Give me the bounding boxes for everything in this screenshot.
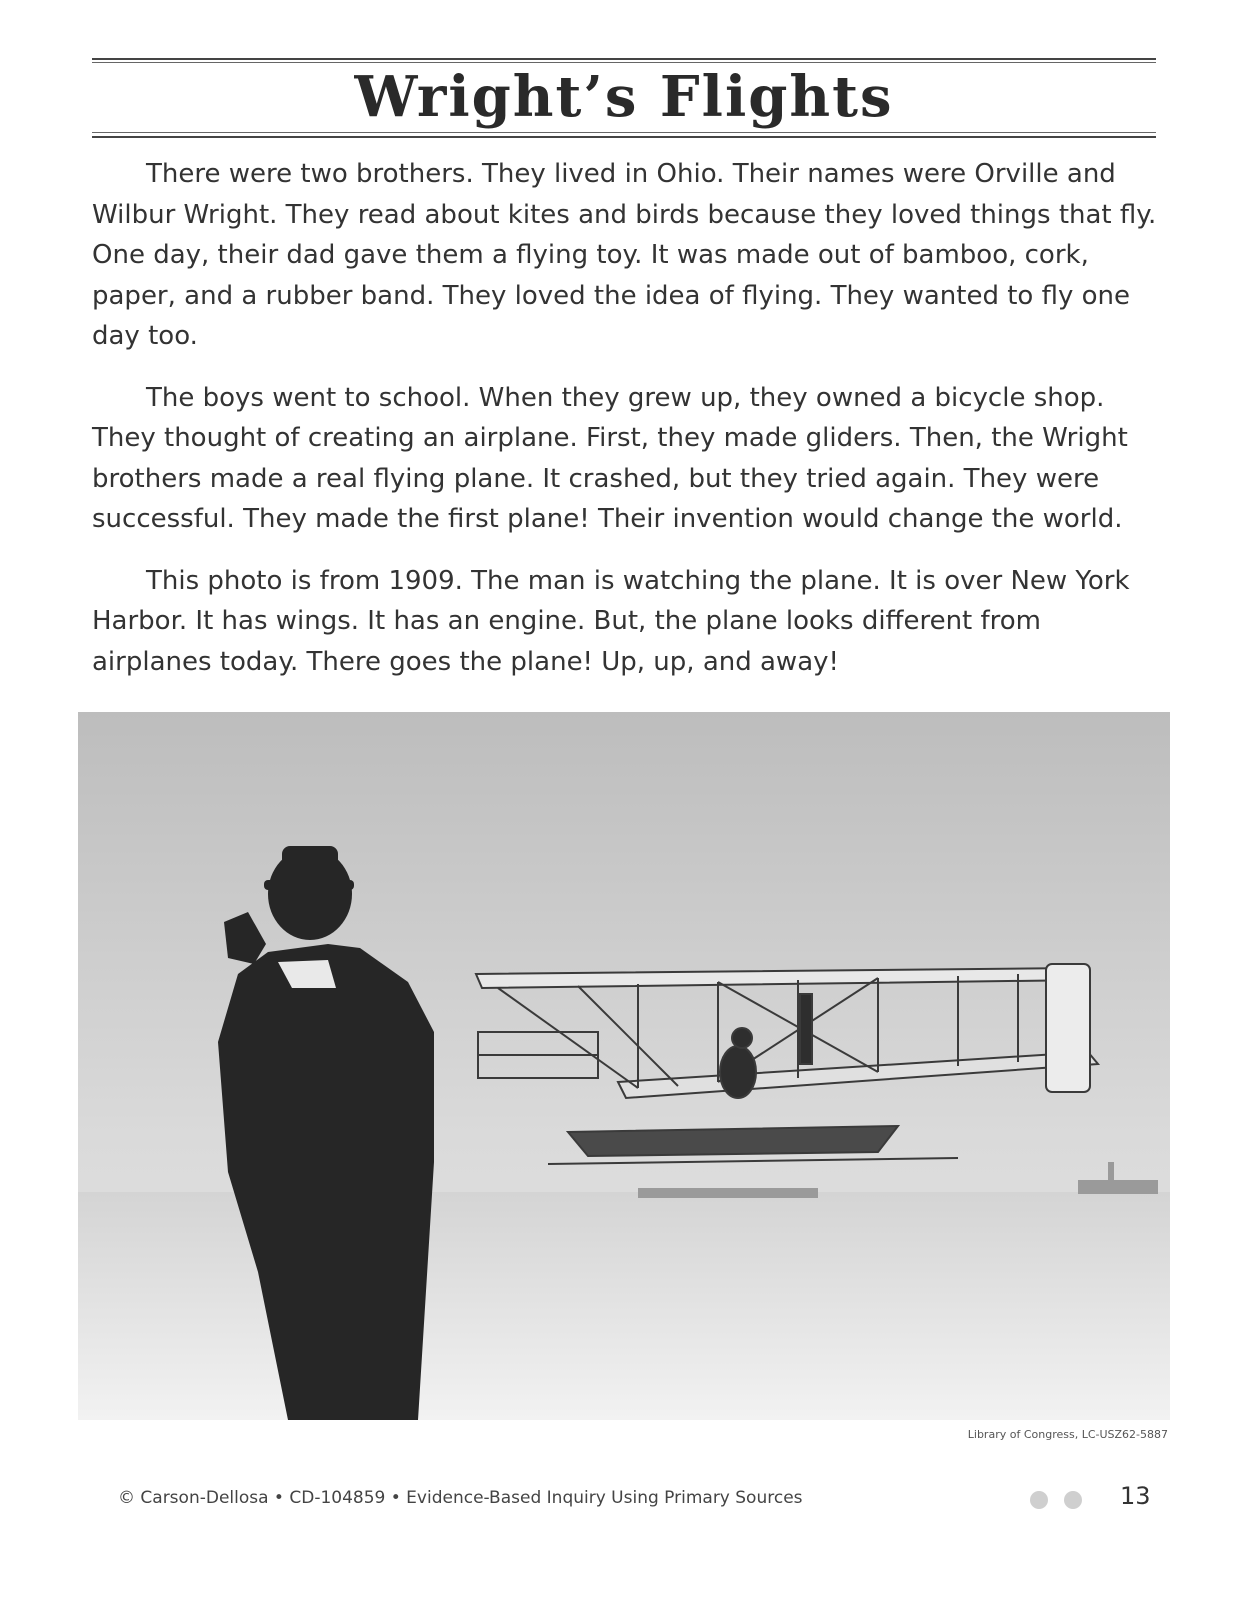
paragraph-3: This photo is from 1909. The man is watching the plane. It is over New York Harbor. It has wings. It has an engine. But, the plane looks different from airplanes today. There goes the plane! Up, up, and away!	[92, 565, 1130, 677]
footer-dot-icon	[1030, 1491, 1048, 1509]
body-text	[92, 154, 1158, 703]
title-top-rule	[92, 58, 1156, 60]
title-bottom-rule-thin	[92, 132, 1156, 133]
historic-photo	[78, 712, 1170, 1420]
harbor-water	[78, 1192, 1170, 1420]
page-title: Wright’s Flights	[354, 64, 894, 130]
photo-illustration	[78, 712, 1170, 1420]
footer-text: © Carson-Dellosa • CD-104859 • Evidence-Based Inquiry Using Primary Sources	[118, 1488, 803, 1508]
footer-dot-icon	[1064, 1491, 1082, 1509]
photo-credit: Library of Congress, LC-USZ62-5887	[967, 1428, 1168, 1441]
paragraph-2: The boys went to school. When they grew up, they owned a bicycle shop. They thought of creating an airplane. First, they made gliders. Then, the Wright brothers made a real flying plane. It crashed, but they tried again. They were successful. They made the first plane! Their invention would change the world.	[92, 382, 1128, 534]
paragraph-1: There were two brothers. They lived in Ohio. Their names were Orville and Wilbur Wright. They read about kites and birds because they loved things that fly. One day, their dad gave them a flying toy. It was made out of bamboo, cork, paper, and a rubber band. They loved the idea of flying. They wanted to fly one day too.	[92, 159, 1157, 351]
title-bottom-rule	[92, 136, 1156, 138]
page-number: 13	[1120, 1482, 1151, 1510]
